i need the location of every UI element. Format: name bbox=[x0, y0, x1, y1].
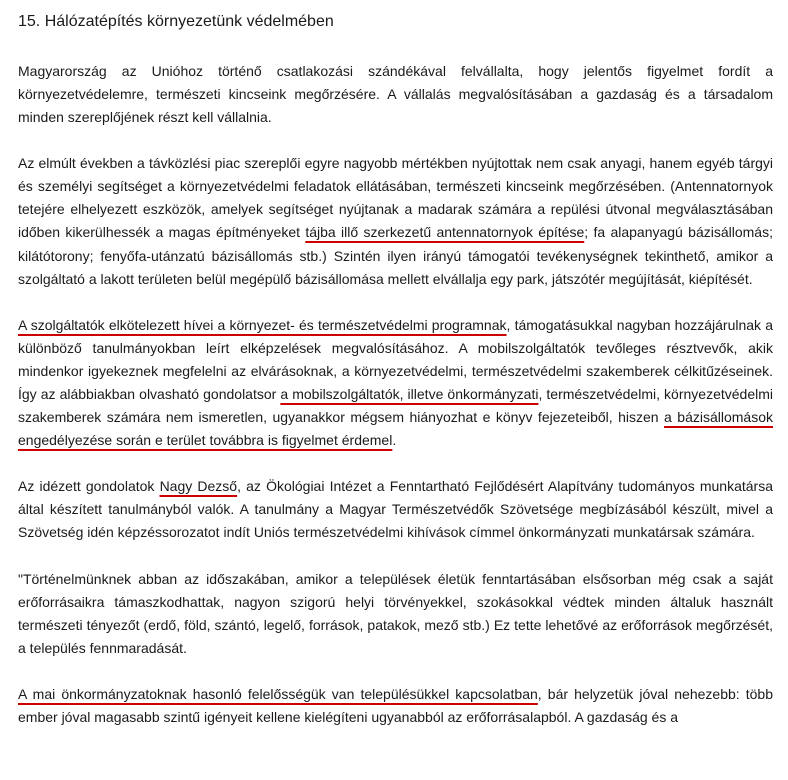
underlined-phrase: A mai önkormányzatoknak hasonló felelősségük van településükkel kapcsolatban bbox=[18, 686, 538, 702]
section-title: 15. Hálózatépítés környezetünk védelmében bbox=[18, 13, 334, 30]
text-run: Uniós természetvédelmi kihívások bbox=[253, 524, 466, 540]
underlined-phrase: tájba illő szerkezetű antennatornyok építése bbox=[305, 224, 585, 240]
text-run: . bbox=[392, 432, 397, 448]
text-run: A gazdaság és a bbox=[574, 709, 678, 725]
paragraph-4 bbox=[18, 475, 773, 545]
underlined-phrase: a bázisállomások engedélyezése során e terület továbbra is figyelmet érdemel bbox=[18, 409, 774, 448]
text-run: , természetvédelmi, környezetvédelmi szakemberek számára nem ismeretlen, ugyanakkor mégsem hiányozhat e könyv fejezeteiből, hiszen bbox=[18, 386, 773, 425]
paragraph-6 bbox=[18, 683, 773, 730]
paragraph-1: Magyarország az Unióhoz történő csatlakozási szándékával felvállalta, hogy jelentős figyelmet fordít a környezetvédelemre, természeti kincseink megőrzésére. A vállalás megvalósításában a gazdaság és a társadalom minden szereplőjének részt kell vállalnia. bbox=[18, 63, 773, 125]
text-run: Az elmúlt években a távközlési piac szereplői egyre nagyobb mértékben nyújtottak nem csak anyagi, hanem egyéb tárgyi és személyi segítséget a környezetvédelmi feladatok ellátásában, természeti kincseink megőrzésében. (Antennatornyok tetejére elhelyezett eszközök, amelyek segítséget nyújtanak a madarak számára a repülési útvonal megválasztásában időben kikerülhessék a magas építményeket bbox=[18, 155, 773, 240]
text-run: ; fa alapanyagú bázisállomás; kilátótorony; fenyőfa-utánzatú bázisállomás stb.) Szintén ilyen irányú támogatói tevékenységnek tekinthető, amikor a szolgáltató a lakott területen belül megépülő bázisállomása mellett elvállalja egy park, játszótér megújítását, kiépítését. bbox=[18, 224, 773, 287]
underlined-phrase: A szolgáltatók elkötelezett hívei a környezet- és természetvédelmi programnak bbox=[18, 317, 507, 333]
text-run: , az Ökológiai Intézet a Fenntartható Fejlődésért Alapítvány tudományos munkatársa által készített tanulmányból valók. A tanulmány a Magyar Természetvédők Szövetsége megbízásából készült, mivel a Szövetség idén képzéssorozatot indít bbox=[18, 478, 773, 540]
text-run: , bár helyzetük jóval nehezebb: több ember jóval magasabb szintű igényeit kellene kielégíteni ugyanabból az erőforrásalapból. bbox=[18, 686, 774, 725]
paragraph-2 bbox=[18, 152, 773, 291]
text-run: Az idézett gondolatok bbox=[18, 478, 160, 494]
text-run: címmel önkormányzati munkatársak számára. bbox=[465, 524, 755, 540]
underlined-phrase: a mobilszolgáltatók, illetve önkormányzati bbox=[280, 386, 539, 402]
document-page bbox=[18, 12, 773, 730]
text-run: , támogatásukkal nagyban hozzájárulnak a különböző tanulmányokban leírt elképzelések megvalósításához. A mobilszolgáltatók tevőleges résztvevők, akik mindenkor igyekeznek megfelelni az elvárásoknak, a környezetvédelmi, természetvédelmi szakemberek célkitűzéseinek. Így az alábbiakban olvasható gondolatsor bbox=[18, 317, 773, 402]
paragraph-3 bbox=[18, 314, 773, 452]
underlined-name: Nagy Dezső bbox=[159, 478, 238, 494]
paragraph-5: "Történelmünknek abban az időszakában, amikor a települések életük fenntartásában elsősorban még csak a saját erőforrásaikra támaszkodhattak, nagyon szigorú helyi törvényekkel, szokásokkal védtek minden általuk használt természeti tényezőt (erdő, föld, szántó, legelő, források, patakok, mező stb.) Ez tette lehetővé az erőforrások megőrzését, a település fennmaradását. bbox=[18, 571, 773, 656]
